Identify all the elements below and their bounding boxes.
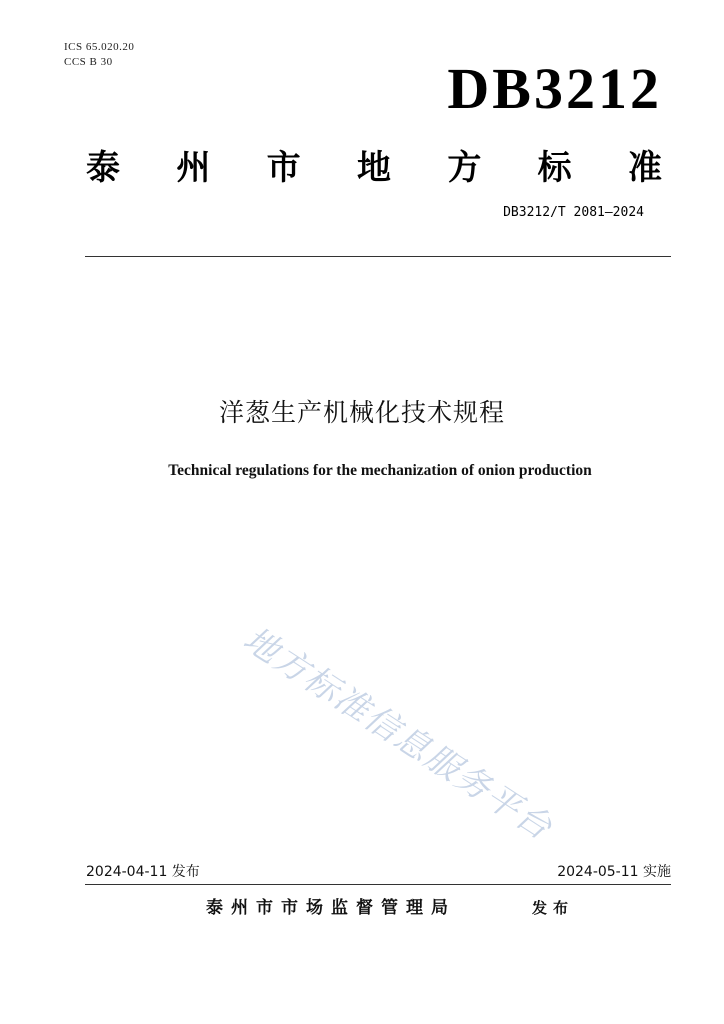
standard-type-heading <box>86 148 662 188</box>
standard-type-char: 标 <box>537 148 572 188</box>
watermark: 地方标准信息服务平台 <box>236 619 560 849</box>
ccs-code: CCS B 30 <box>64 56 113 68</box>
standard-type-char: 准 <box>627 148 662 188</box>
issuer-action: 发布 <box>532 899 575 917</box>
title-chinese: 洋葱生产机械化技术规程 <box>218 398 505 427</box>
standard-code: DB3212 <box>447 56 662 121</box>
top-divider <box>85 256 671 257</box>
bottom-divider <box>85 884 671 885</box>
ics-code: ICS 65.020.20 <box>64 41 135 53</box>
issuing-authority: 泰州市市场监督管理局 <box>206 898 456 918</box>
standard-type-char: 地 <box>356 148 391 188</box>
classification-codes <box>64 40 134 70</box>
standard-type-char: 州 <box>176 148 211 188</box>
issue-date: 2024-04-11 发布 <box>86 864 200 880</box>
standard-type-char: 泰 <box>86 148 120 188</box>
standard-type-char: 方 <box>447 148 482 188</box>
title-english: Technical regulations for the mechanization of onion production <box>168 462 592 479</box>
standard-number: DB3212/T 2081—2024 <box>503 205 644 220</box>
implementation-date: 2024-05-11 实施 <box>557 864 671 880</box>
standard-type-char: 市 <box>266 148 301 188</box>
